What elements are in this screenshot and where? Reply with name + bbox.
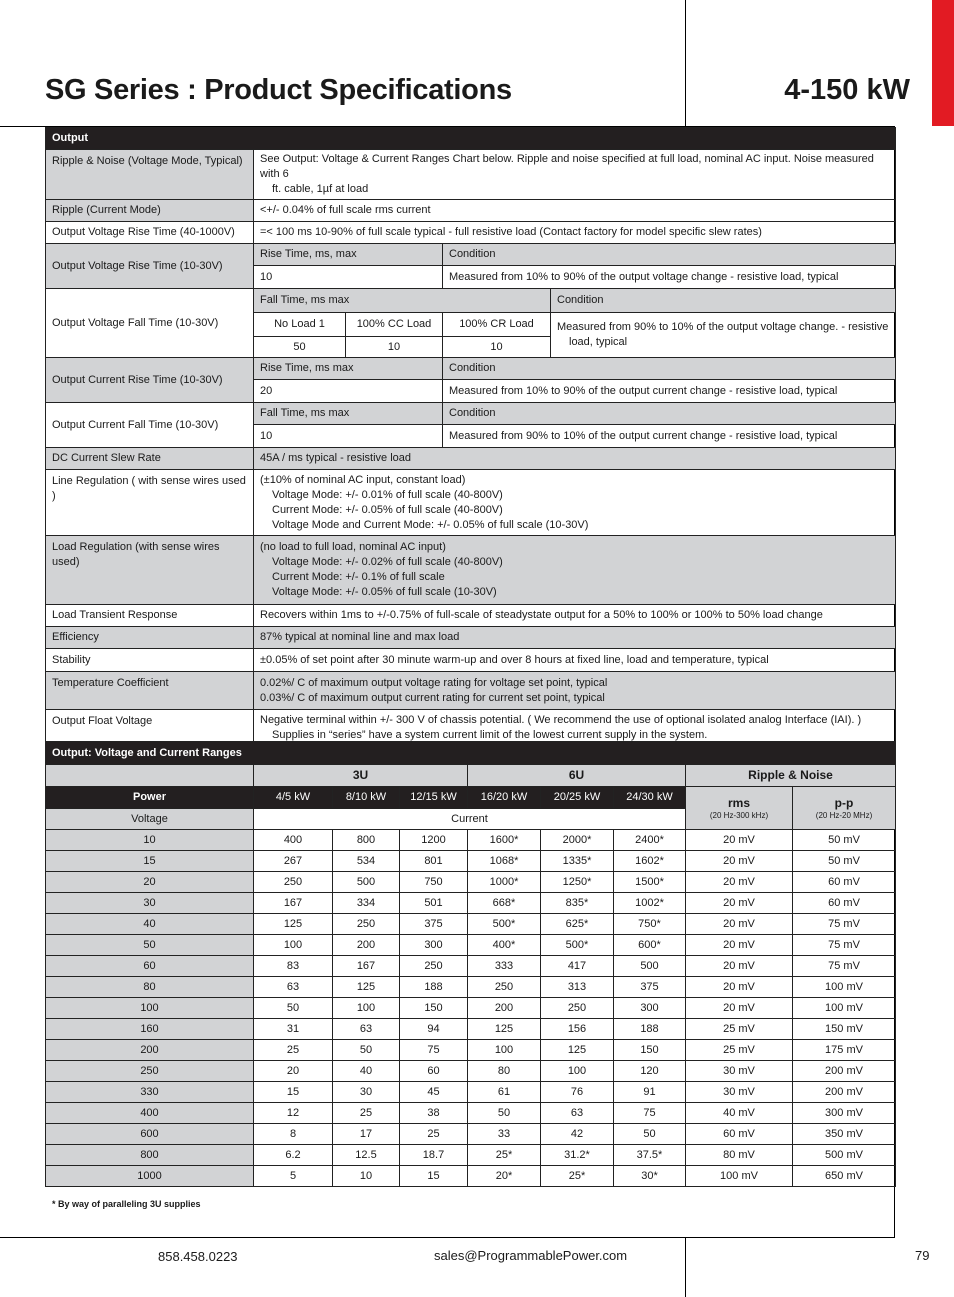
table-cell: 156 xyxy=(541,1019,614,1040)
table-cell: 10 xyxy=(333,1166,400,1187)
table-cell: 40 xyxy=(333,1061,400,1082)
page-title: SG Series : Product Specifications xyxy=(45,74,512,106)
table-cell: 300 xyxy=(614,998,686,1019)
table-cell: 750 xyxy=(400,872,468,893)
table-cell: 1200 xyxy=(400,830,468,851)
table-cell: 37.5* xyxy=(614,1145,686,1166)
table-cell: 1068* xyxy=(468,851,541,872)
section-header-output: Output xyxy=(46,128,896,150)
table-cell: 120 xyxy=(614,1061,686,1082)
table-row xyxy=(46,1166,896,1187)
table-cell: 60 mV xyxy=(793,893,896,914)
table-cell: 50 mV xyxy=(793,851,896,872)
table-row xyxy=(46,998,896,1019)
footnote: * By way of paralleling 3U supplies xyxy=(52,1199,201,1209)
table-cell: 25* xyxy=(468,1145,541,1166)
table-cell: 100 xyxy=(541,1061,614,1082)
table-cell: 20 mV xyxy=(686,956,793,977)
table-cell: 31.2* xyxy=(541,1145,614,1166)
table-cell: 125 xyxy=(468,1019,541,1040)
table-cell: 801 xyxy=(400,851,468,872)
table-cell: 63 xyxy=(541,1103,614,1124)
table-row xyxy=(46,893,896,914)
table-row xyxy=(46,1103,896,1124)
table-cell: 200 mV xyxy=(793,1082,896,1103)
table-cell: 75 mV xyxy=(793,935,896,956)
table-cell: 12 xyxy=(254,1103,333,1124)
table-cell: 188 xyxy=(614,1019,686,1040)
table-cell: 175 mV xyxy=(793,1040,896,1061)
voltage-cell: 60 xyxy=(46,956,254,977)
table-cell: 313 xyxy=(541,977,614,998)
spec-row: Output Voltage Rise Time (40-1000V) =< 100 ms 10-90% of full scale typical - full resistive load (Contact factory for model specific slew rates) xyxy=(46,222,896,244)
table-cell: 300 xyxy=(400,935,468,956)
table-cell: 12.5 xyxy=(333,1145,400,1166)
table-cell: 83 xyxy=(254,956,333,977)
table-cell: 400 xyxy=(254,830,333,851)
spec-row: Load Transient Response Recovers within 1ms to +/-0.75% of full-scale of steadystate output for a 50% to 100% or 100% to 50% load change xyxy=(46,605,896,627)
table-cell: 40 mV xyxy=(686,1103,793,1124)
table-cell: 60 mV xyxy=(793,872,896,893)
spec-row: Ripple (Current Mode) <+/- 0.04% of full scale rms current xyxy=(46,200,896,222)
table-cell: 650 mV xyxy=(793,1166,896,1187)
table-cell: 50 mV xyxy=(793,830,896,851)
table-cell: 167 xyxy=(333,956,400,977)
table-cell: 1335* xyxy=(541,851,614,872)
header-divider xyxy=(685,0,686,126)
spec-row: Output Float Voltage Negative terminal within +/- 300 V of chassis potential. ( We recommend the use of optional isolated analog Interface (IAI). ) Supplies in “series” have a system current limit of the lowest current supply in the system. xyxy=(46,710,896,747)
section-header-ranges: Output: Voltage and Current Ranges xyxy=(46,742,896,765)
table-row xyxy=(46,914,896,935)
table-cell: 25 xyxy=(254,1040,333,1061)
table-row xyxy=(46,935,896,956)
table-cell: 333 xyxy=(468,956,541,977)
table-cell: 20 mV xyxy=(686,935,793,956)
table-cell: 2400* xyxy=(614,830,686,851)
table-cell: 20 mV xyxy=(686,893,793,914)
spec-row: Temperature Coefficient 0.02%/ C of maximum output voltage rating for voltage set point, typical 0.03%/ C of maximum output current rating for current set point, typical xyxy=(46,672,896,710)
table-row xyxy=(46,1061,896,1082)
table-cell: 150 mV xyxy=(793,1019,896,1040)
table-cell: 1602* xyxy=(614,851,686,872)
table-row xyxy=(46,872,896,893)
table-cell: 30 xyxy=(333,1082,400,1103)
table-cell: 94 xyxy=(400,1019,468,1040)
power-range: 4-150 kW xyxy=(784,74,910,106)
table-cell: 250 xyxy=(333,914,400,935)
table-cell: 30 mV xyxy=(686,1061,793,1082)
spec-row: Load Regulation (with sense wires used) (no load to full load, nominal AC input) Voltage Mode: +/- 0.02% of full scale (40-800V) Current Mode: +/- 0.1% of full scale Voltage Mode: +/- 0.05% of full scale (10-30V) xyxy=(46,536,896,605)
table-cell: 500 xyxy=(333,872,400,893)
table-cell: 250 xyxy=(254,872,333,893)
table-cell: 100 xyxy=(333,998,400,1019)
table-cell: 250 xyxy=(400,956,468,977)
spec-row: Output Voltage Rise Time (10-30V) Rise Time, ms, max Condition xyxy=(46,244,896,266)
spec-row: Efficiency 87% typical at nominal line and max load xyxy=(46,627,896,649)
table-cell: 76 xyxy=(541,1082,614,1103)
voltage-cell: 160 xyxy=(46,1019,254,1040)
table-cell: 625* xyxy=(541,914,614,935)
group-header-row: 3U 6U Ripple & Noise xyxy=(46,765,896,787)
table-cell: 60 xyxy=(400,1061,468,1082)
page-number: 79 xyxy=(915,1248,930,1263)
table-cell: 1600* xyxy=(468,830,541,851)
table-cell: 350 mV xyxy=(793,1124,896,1145)
table-cell: 150 xyxy=(614,1040,686,1061)
table-cell: 600* xyxy=(614,935,686,956)
table-cell: 200 xyxy=(468,998,541,1019)
table-cell: 80 xyxy=(468,1061,541,1082)
spec-row: Stability ±0.05% of set point after 30 minute warm-up and over 8 hours at fixed line, load and temperature, typical xyxy=(46,649,896,672)
table-cell: 200 mV xyxy=(793,1061,896,1082)
table-cell: 45 xyxy=(400,1082,468,1103)
table-cell: 501 xyxy=(400,893,468,914)
table-cell: 15 xyxy=(400,1166,468,1187)
table-cell: 20 mV xyxy=(686,851,793,872)
table-cell: 125 xyxy=(541,1040,614,1061)
table-cell: 125 xyxy=(254,914,333,935)
table-cell: 500* xyxy=(468,914,541,935)
table-cell: 25 xyxy=(333,1103,400,1124)
table-cell: 500 xyxy=(614,956,686,977)
table-cell: 5 xyxy=(254,1166,333,1187)
table-cell: 42 xyxy=(541,1124,614,1145)
voltage-cell: 20 xyxy=(46,872,254,893)
table-cell: 8 xyxy=(254,1124,333,1145)
table-cell: 100 xyxy=(468,1040,541,1061)
table-cell: 167 xyxy=(254,893,333,914)
table-row xyxy=(46,851,896,872)
table-cell: 20 xyxy=(254,1061,333,1082)
table-cell: 534 xyxy=(333,851,400,872)
table-cell: 750* xyxy=(614,914,686,935)
table-cell: 20 mV xyxy=(686,998,793,1019)
voltage-cell: 80 xyxy=(46,977,254,998)
footer-email-link[interactable]: sales@ProgrammablePower.com xyxy=(434,1248,628,1263)
table-row xyxy=(46,1082,896,1103)
spec-row: Ripple & Noise (Voltage Mode, Typical) See Output: Voltage & Current Ranges Chart below. Ripple and noise specified at full load, nominal AC input. Noise measured with 6 ft. cable, 1µf at load xyxy=(46,150,896,200)
voltage-cell: 400 xyxy=(46,1103,254,1124)
brand-accent-bar xyxy=(932,0,954,126)
voltage-cell: 600 xyxy=(46,1124,254,1145)
voltage-cell: 40 xyxy=(46,914,254,935)
table-row xyxy=(46,977,896,998)
table-cell: 15 xyxy=(254,1082,333,1103)
table-row xyxy=(46,1124,896,1145)
voltage-cell: 10 xyxy=(46,830,254,851)
voltage-cell: 250 xyxy=(46,1061,254,1082)
voltage-cell: 30 xyxy=(46,893,254,914)
table-cell: 400* xyxy=(468,935,541,956)
table-cell: 20 mV xyxy=(686,914,793,935)
table-cell: 33 xyxy=(468,1124,541,1145)
table-cell: 250 xyxy=(541,998,614,1019)
table-cell: 200 xyxy=(333,935,400,956)
voltage-cell: 15 xyxy=(46,851,254,872)
table-cell: 91 xyxy=(614,1082,686,1103)
table-cell: 1250* xyxy=(541,872,614,893)
voltage-cell: 200 xyxy=(46,1040,254,1061)
table-cell: 835* xyxy=(541,893,614,914)
footer-divider xyxy=(685,1237,686,1297)
table-cell: 25 mV xyxy=(686,1019,793,1040)
voltage-cell: 100 xyxy=(46,998,254,1019)
table-cell: 31 xyxy=(254,1019,333,1040)
table-cell: 17 xyxy=(333,1124,400,1145)
table-cell: 417 xyxy=(541,956,614,977)
table-row xyxy=(46,956,896,977)
table-cell: 63 xyxy=(254,977,333,998)
table-cell: 100 mV xyxy=(793,977,896,998)
table-cell: 60 mV xyxy=(686,1124,793,1145)
table-cell: 334 xyxy=(333,893,400,914)
table-cell: 188 xyxy=(400,977,468,998)
table-cell: 30* xyxy=(614,1166,686,1187)
table-row xyxy=(46,1019,896,1040)
spec-row: Output Current Fall Time (10-30V) Fall Time, ms max Condition xyxy=(46,403,896,425)
table-cell: 75 xyxy=(614,1103,686,1124)
unit-header-row: Voltage Current xyxy=(46,809,896,830)
table-cell: 38 xyxy=(400,1103,468,1124)
table-cell: 20 mV xyxy=(686,830,793,851)
table-cell: 75 mV xyxy=(793,914,896,935)
table-cell: 20 mV xyxy=(686,872,793,893)
spec-row: Line Regulation ( with sense wires used ) (±10% of nominal AC input, constant load) Voltage Mode: +/- 0.01% of full scale (40-800V) Current Mode: +/- 0.05% of full scale (40-800V) Voltage Mode and Current Mode: +/- 0.05% of full scale (10-30V) xyxy=(46,470,896,536)
table-cell: 500 mV xyxy=(793,1145,896,1166)
table-cell: 150 xyxy=(400,998,468,1019)
table-cell: 300 mV xyxy=(793,1103,896,1124)
table-row xyxy=(46,830,896,851)
table-cell: 100 mV xyxy=(793,998,896,1019)
footer-phone: 858.458.0223 xyxy=(158,1249,238,1264)
table-cell: 50 xyxy=(333,1040,400,1061)
table-cell: 375 xyxy=(614,977,686,998)
table-cell: 20* xyxy=(468,1166,541,1187)
voltage-cell: 50 xyxy=(46,935,254,956)
table-cell: 800 xyxy=(333,830,400,851)
output-spec-table: Output Ripple & Noise (Voltage Mode, Typical) See Output: Voltage & Current Ranges Chart below. Ripple and noise specified at full load, nominal AC input. Noise measured with 6 ft. cable, 1µf at load Ripple (Current Mode) <+/- 0.04% of full scale rms current Output Voltage Rise Time (40-1000V) =< 100 ms 10-90% of full scale typical - full resistive load (Contact factory for model specific slew rates) Output Voltage Rise Time (10-30V) Rise Time, ms, max Condition 10 Measured from 10% to 90% of the output voltage change - resistive load, typical Output Voltage Fall Time (10-30V) Fall Time, ms max Condition No Load 1 100% CC Load 100% CR Load Measured from 90% to 10% of the output voltage change. - resistive load, typical 50 10 10 Output Current Rise Time (10-30V) Rise Time, ms max Condition 20 Measured from 10% to 90% of the output current change - resistive load, typical Output Current Fall Time (10-30V) Fall Time, ms max Condition 10 Measured from 90% to 10% of the output current change - resistive load, typical DC Current Slew Rate 45A / ms typical - resistive load Line Regulation ( with sense wires used ) (±10% of nominal AC input, constant load) Voltage Mode: +/- 0.01% of full scale (40-800V) Current Mode: +/- 0.05% of full scale (40-800V) Voltage Mode and Current Mode: +/- 0.05% of full scale (10-30V) Load Regulation (with sense wires used) (no load to full load, nominal AC input) Voltage Mode: +/- 0.02% of full scale (40-800V) Current Mode: +/- 0.1% of full scale Voltage Mode: +/- 0.05% of full scale (10-30V) Load Transient Response Recovers within 1ms to +/-0.75% of full-scale of steadystate output for a 50% to 100% or 100% to 50% load change Efficiency 87% typical at nominal line and max load Stability ±0.05% of set point after 30 minute warm-up and over 8 hours at fixed line, load and temperature, typical Temperature Coefficient 0.02%/ C of maximum output voltage rating for voltage set point, typical 0.03%/ C of maximum output current rating for current set point, typical Output Float Voltage Negative terminal within +/- 300 V of chassis potential. ( We recommend the use of optional isolated analog Interface (IAI). ) Supplies in “series” have a system current limit of the lowest current supply in the system. xyxy=(45,127,895,747)
table-cell: 500* xyxy=(541,935,614,956)
table-cell: 50 xyxy=(254,998,333,1019)
table-cell: 25* xyxy=(541,1166,614,1187)
table-cell: 80 mV xyxy=(686,1145,793,1166)
spec-row: Output Voltage Fall Time (10-30V) Fall Time, ms max Condition xyxy=(46,289,896,313)
table-cell: 25 mV xyxy=(686,1040,793,1061)
table-cell: 6.2 xyxy=(254,1145,333,1166)
table-cell: 668* xyxy=(468,893,541,914)
spec-row: Output Current Rise Time (10-30V) Rise Time, ms max Condition xyxy=(46,358,896,380)
table-row xyxy=(46,1040,896,1061)
table-cell: 61 xyxy=(468,1082,541,1103)
table-cell: 1500* xyxy=(614,872,686,893)
table-cell: 30 mV xyxy=(686,1082,793,1103)
voltage-cell: 800 xyxy=(46,1145,254,1166)
table-cell: 125 xyxy=(333,977,400,998)
footer-rule xyxy=(0,1237,895,1238)
table-cell: 25 xyxy=(400,1124,468,1145)
table-cell: 75 xyxy=(400,1040,468,1061)
table-cell: 267 xyxy=(254,851,333,872)
table-cell: 1000* xyxy=(468,872,541,893)
spec-row: DC Current Slew Rate 45A / ms typical - resistive load xyxy=(46,448,896,470)
table-cell: 20 mV xyxy=(686,977,793,998)
voltage-cell: 330 xyxy=(46,1082,254,1103)
voltage-current-ranges-table xyxy=(45,741,895,1187)
table-cell: 75 mV xyxy=(793,956,896,977)
table-cell: 100 xyxy=(254,935,333,956)
table-cell: 50 xyxy=(614,1124,686,1145)
power-header-row: Power 4/5 kW 8/10 kW 12/15 kW 16/20 kW 20/25 kW 24/30 kW rms (20 Hz-300 kHz) p-p (20 Hz-20 MHz) xyxy=(46,787,896,809)
table-cell: 50 xyxy=(468,1103,541,1124)
table-cell: 1002* xyxy=(614,893,686,914)
table-cell: 250 xyxy=(468,977,541,998)
voltage-cell: 1000 xyxy=(46,1166,254,1187)
table-cell: 100 mV xyxy=(686,1166,793,1187)
table-cell: 2000* xyxy=(541,830,614,851)
table-cell: 18.7 xyxy=(400,1145,468,1166)
table-cell: 63 xyxy=(333,1019,400,1040)
table-row xyxy=(46,1145,896,1166)
table-cell: 375 xyxy=(400,914,468,935)
